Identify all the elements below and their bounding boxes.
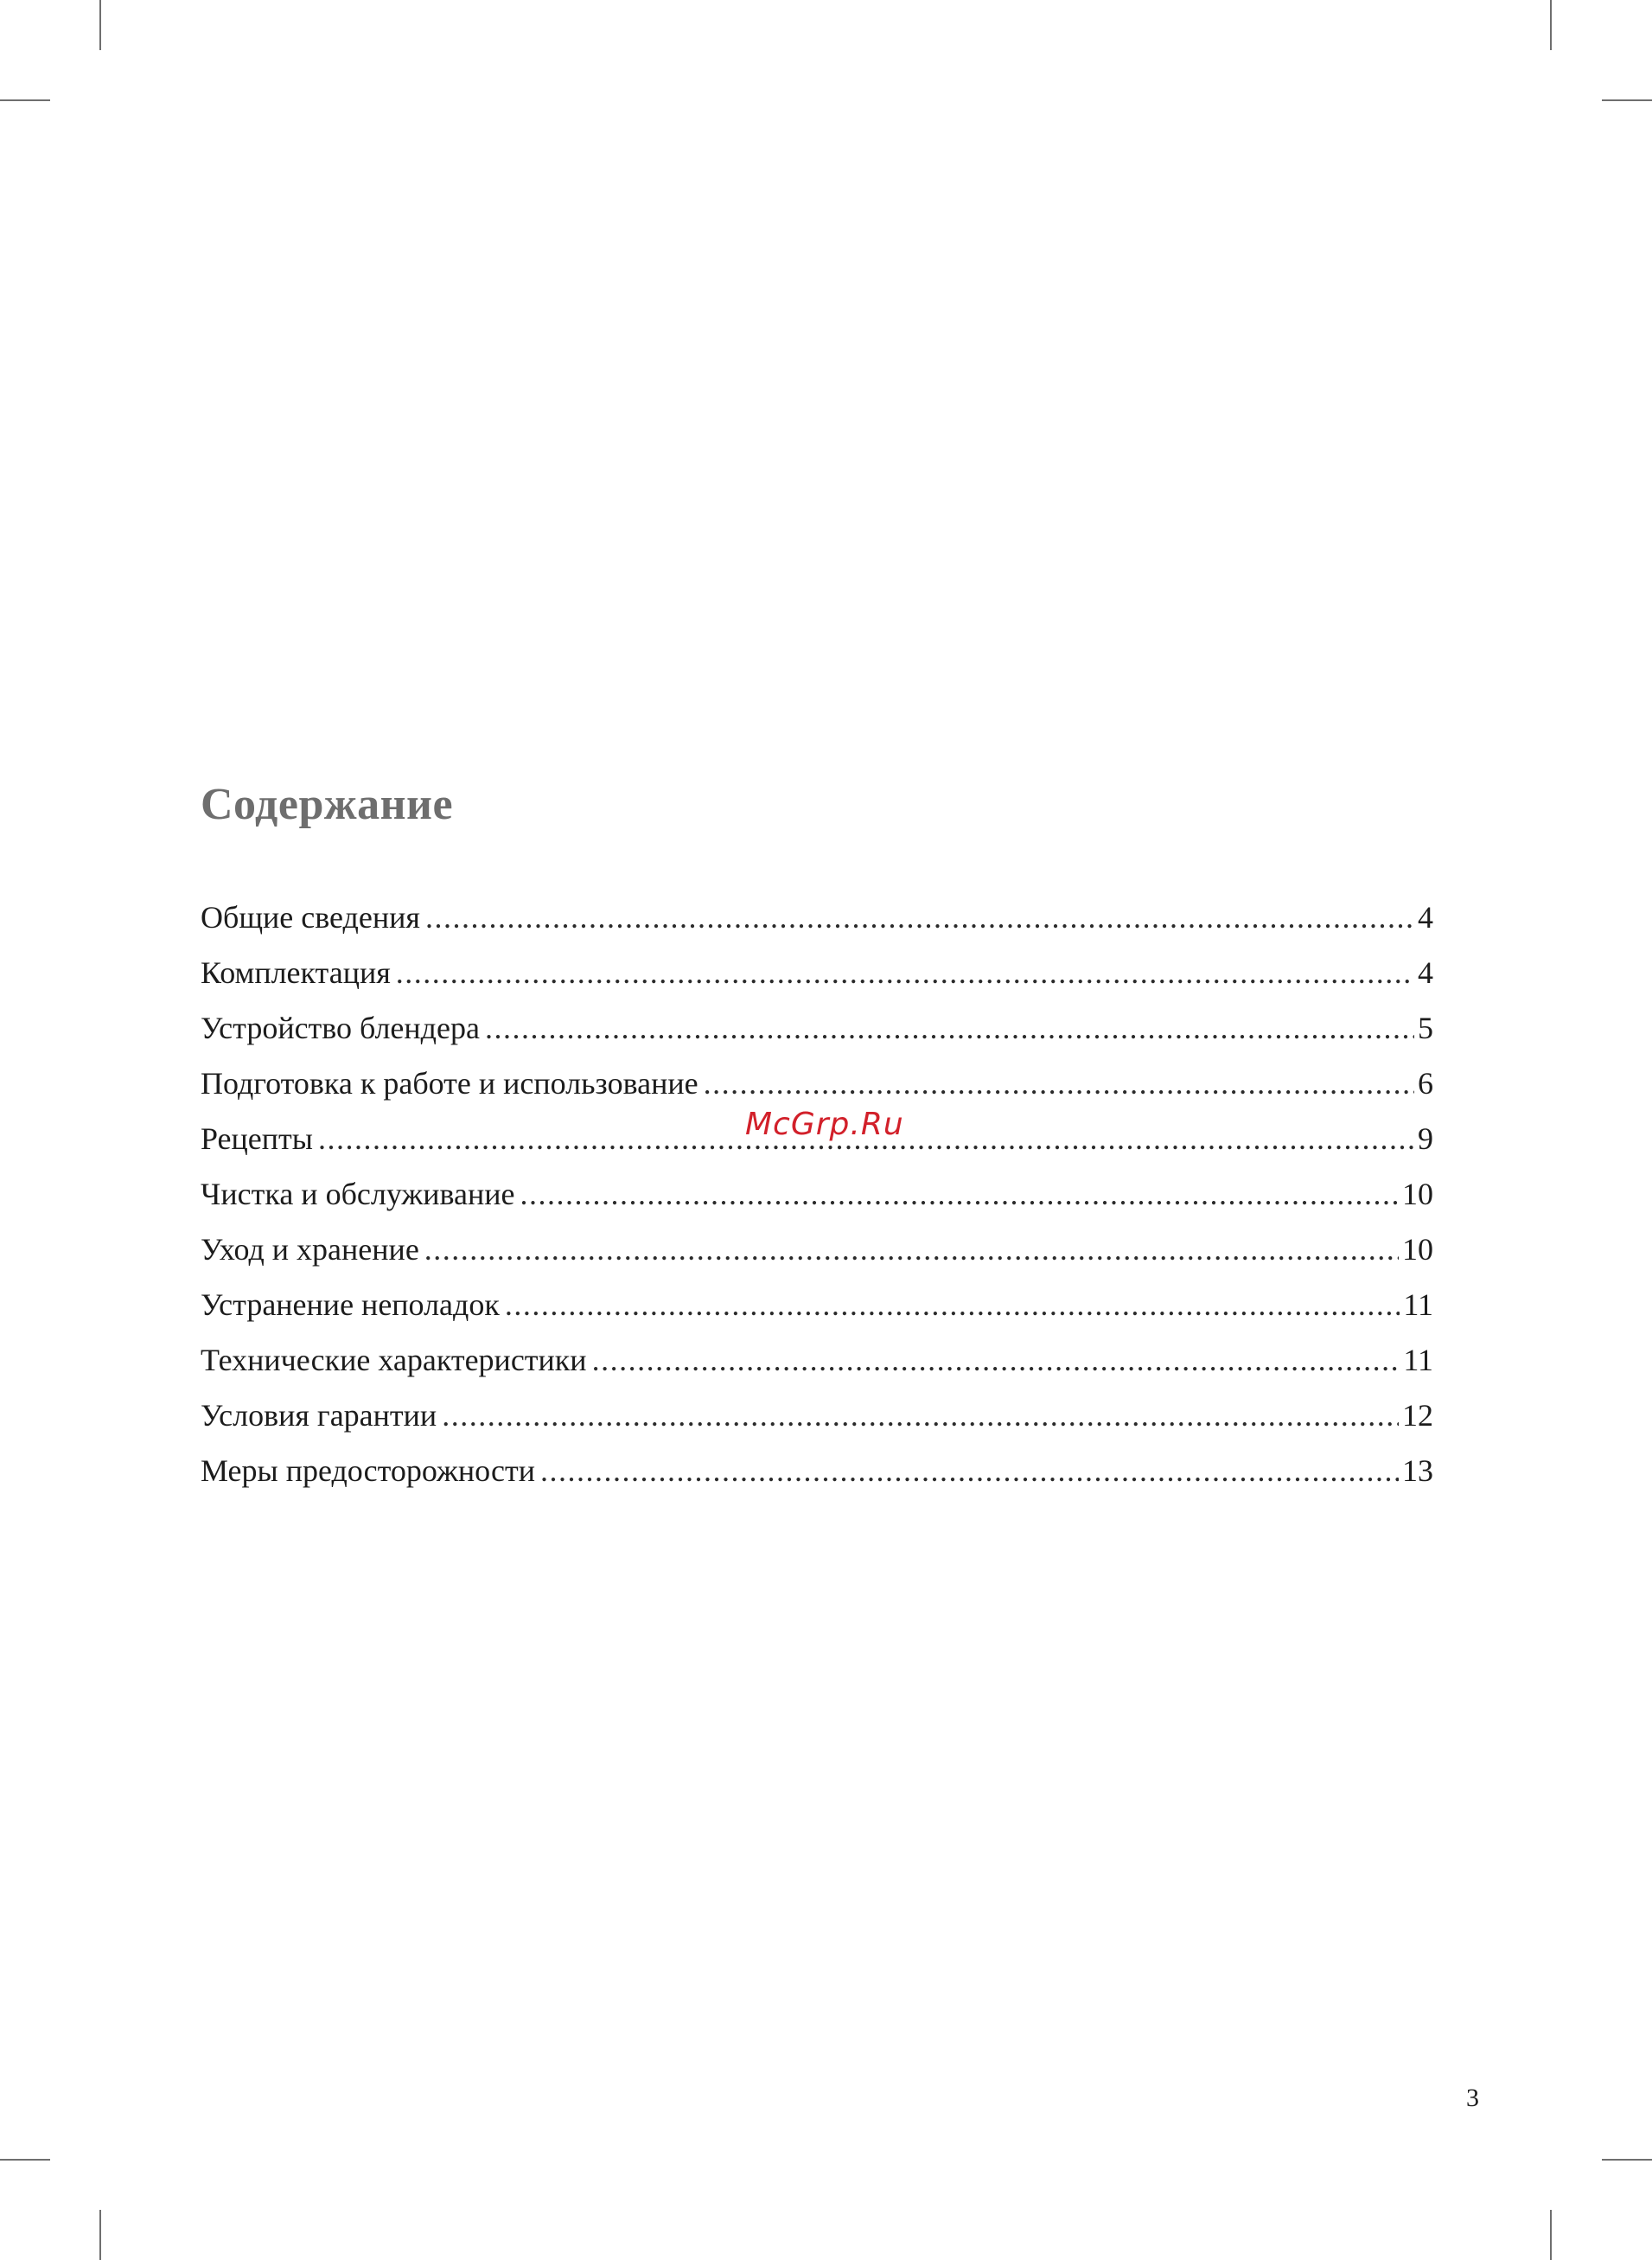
toc-entry-page-number: 13 xyxy=(1402,1455,1433,1488)
toc-entry-page-number: 10 xyxy=(1402,1234,1433,1267)
crop-mark-top-left-horizontal xyxy=(0,99,50,101)
toc-entry-title: Устройство блендера xyxy=(201,1012,480,1045)
toc-dot-leader xyxy=(425,902,1414,933)
toc-entry-page-number: 11 xyxy=(1403,1344,1433,1377)
toc-dot-leader xyxy=(505,1289,1400,1320)
toc-entry-page-number: 12 xyxy=(1402,1400,1433,1433)
toc-entry-page-number: 4 xyxy=(1418,902,1433,935)
toc-dot-leader xyxy=(485,1012,1414,1044)
toc-entry[interactable] xyxy=(201,957,1433,1012)
toc-entry[interactable] xyxy=(201,1234,1433,1289)
toc-dot-leader xyxy=(540,1455,1399,1486)
toc-entry[interactable] xyxy=(201,902,1433,957)
toc-entry-page-number: 4 xyxy=(1418,957,1433,990)
crop-mark-bottom-left-horizontal xyxy=(0,2159,50,2161)
toc-entry-title: Устранение неполадок xyxy=(201,1289,500,1322)
crop-mark-top-right-vertical xyxy=(1550,0,1552,50)
toc-entry-title: Рецепты xyxy=(201,1123,313,1156)
toc-entry-title: Уход и хранение xyxy=(201,1234,419,1267)
crop-mark-top-right-horizontal xyxy=(1602,99,1652,101)
toc-heading: Содержание xyxy=(201,780,454,829)
watermark-text: McGrp.Ru xyxy=(745,1107,904,1142)
toc-entry[interactable] xyxy=(201,1289,1433,1344)
toc-entry-title: Технические характеристики xyxy=(201,1344,587,1377)
toc-entry[interactable] xyxy=(201,1344,1433,1400)
toc-dot-leader xyxy=(396,957,1414,988)
toc-dot-leader xyxy=(592,1344,1400,1376)
toc-entry-title: Подготовка к работе и использование xyxy=(201,1068,698,1101)
toc-entry-title: Меры предосторожности xyxy=(201,1455,536,1488)
toc-entry-page-number: 10 xyxy=(1402,1178,1433,1211)
toc-list xyxy=(201,902,1433,1510)
toc-dot-leader xyxy=(424,1234,1399,1265)
toc-entry-title: Условия гарантии xyxy=(201,1400,437,1433)
toc-entry-title: Чистка и обслуживание xyxy=(201,1178,515,1211)
toc-entry[interactable] xyxy=(201,1455,1433,1510)
page-number: 3 xyxy=(1466,2084,1479,2112)
toc-entry[interactable] xyxy=(201,1012,1433,1068)
toc-entry-title: Общие сведения xyxy=(201,902,420,935)
toc-entry-page-number: 9 xyxy=(1418,1123,1433,1156)
crop-mark-bottom-right-vertical xyxy=(1550,2210,1552,2260)
toc-dot-leader xyxy=(442,1400,1399,1431)
toc-entry-page-number: 5 xyxy=(1418,1012,1433,1045)
crop-mark-top-left-vertical xyxy=(99,0,101,50)
toc-entry-title: Комплектация xyxy=(201,957,391,990)
toc-dot-leader xyxy=(704,1068,1414,1099)
toc-entry-page-number: 6 xyxy=(1418,1068,1433,1101)
crop-mark-bottom-left-vertical xyxy=(99,2210,101,2260)
crop-mark-bottom-right-horizontal xyxy=(1602,2159,1652,2161)
toc-dot-leader xyxy=(520,1178,1400,1210)
toc-entry[interactable] xyxy=(201,1178,1433,1234)
toc-entry-page-number: 11 xyxy=(1403,1289,1433,1322)
toc-entry[interactable] xyxy=(201,1400,1433,1455)
